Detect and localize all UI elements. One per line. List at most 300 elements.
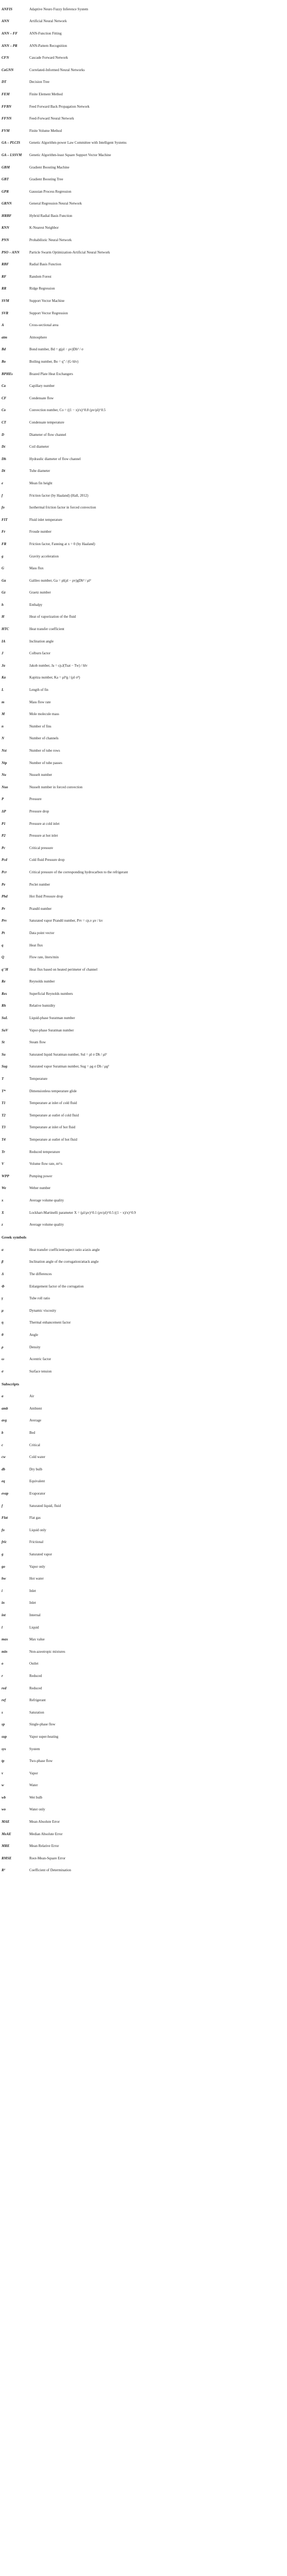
description: Probabilistic Neural Network: [29, 238, 72, 243]
symbol: in: [2, 1601, 5, 1605]
nomenclature-row: [0, 854, 287, 867]
description: Gaussian Process Regression: [29, 189, 71, 194]
description: Vapor-phase Suratman number: [29, 1028, 74, 1032]
nomenclature-row: [0, 149, 287, 161]
nomenclature-row: [0, 1743, 287, 1755]
symbol: MAE: [2, 1820, 10, 1824]
nomenclature-row: [0, 538, 287, 550]
nomenclature-row: [0, 416, 287, 429]
nomenclature-row: [0, 647, 287, 659]
nomenclature-row: [0, 1548, 287, 1561]
symbol: Bd: [2, 347, 6, 352]
nomenclature-row: [0, 246, 287, 259]
nomenclature-row: [0, 1268, 287, 1280]
nomenclature-row: [0, 1427, 287, 1439]
nomenclature-row: [0, 1061, 287, 1073]
description: Volume flow rate, m³/s: [29, 1162, 63, 1166]
symbol: A: [2, 323, 4, 328]
description: Critical: [29, 1443, 40, 1447]
symbol: H: [2, 615, 5, 619]
description: ANN-Function Fitting: [29, 31, 62, 36]
symbol: q: [2, 943, 4, 947]
nomenclature-row: [0, 1244, 287, 1256]
description: Friction factor, Fanning at x = 0 (by Haaland): [29, 541, 95, 546]
description: ANN-Pattern Recognition: [29, 43, 67, 48]
nomenclature-row: [0, 465, 287, 478]
nomenclature-row: [0, 733, 287, 745]
description: Genetic Algorithm-power Law Committee with Intelligent Systems: [29, 141, 127, 145]
symbol: red: [2, 1686, 7, 1690]
symbol: P1: [2, 821, 6, 826]
description: Lockhart-Martinelli parameter X = (μl/μv)^0.1 (ρv/ρl)^0.5 ((1 − x)/x)^0.9: [29, 1210, 136, 1215]
description: Feed-Forward Neural Network: [29, 116, 74, 121]
nomenclature-row: [0, 355, 287, 368]
nomenclature-row: [0, 1561, 287, 1573]
description: Inlet: [29, 1601, 36, 1605]
description: Two-phase flow: [29, 1759, 53, 1764]
nomenclature-row: [0, 1048, 287, 1061]
nomenclature-row: [0, 1572, 287, 1585]
description: Bond number, Bd = g(ρl − ρv)Dh² / σ: [29, 347, 84, 352]
subscripts-list: [0, 1391, 287, 1877]
symbol: CF: [2, 396, 7, 400]
nomenclature-row: [0, 283, 287, 295]
nomenclature-row: [0, 550, 287, 563]
nomenclature-row: [0, 258, 287, 270]
nomenclature-row: [0, 210, 287, 222]
description: Particle Swarm Optimization-Artificial Neural Network: [29, 250, 110, 255]
nomenclature-row: [0, 514, 287, 526]
description: Heat flux: [29, 943, 43, 947]
symbol: SVM: [2, 299, 9, 303]
description: Reduced: [29, 1673, 42, 1678]
nomenclature-row: [0, 878, 287, 891]
description: Steam flow: [29, 1040, 46, 1045]
symbol: T: [2, 1077, 4, 1081]
nomenclature-row: [0, 976, 287, 988]
description: Random Forest: [29, 274, 51, 279]
description: Reduced: [29, 1686, 42, 1690]
symbol: CT: [2, 420, 6, 425]
nomenclature-row: [0, 684, 287, 696]
description: Surface tension: [29, 1369, 52, 1374]
nomenclature-list: [0, 3, 287, 1231]
nomenclature-row: [0, 1365, 287, 1378]
description: Mean Absolute Error: [29, 1820, 60, 1824]
nomenclature-row: [0, 951, 287, 963]
symbol: IA: [2, 639, 6, 643]
description: Cascade Forward Network: [29, 56, 68, 60]
symbol: Pcd: [2, 858, 7, 862]
nomenclature-row: [0, 88, 287, 100]
description: Superficial Reynolds numbers: [29, 991, 73, 996]
description: Saturated liquid Suratman number, Sul = ρl σ Dh / μl²: [29, 1052, 107, 1057]
description: Weber number: [29, 1186, 51, 1191]
nomenclature-row: [0, 161, 287, 174]
nomenclature-row: [0, 344, 287, 356]
description: Tube roll ratio: [29, 1296, 50, 1301]
symbol: ρ: [2, 1345, 4, 1349]
nomenclature-row: [0, 1852, 287, 1865]
description: Max value: [29, 1637, 45, 1642]
description: Pressure at cold inlet: [29, 821, 60, 826]
symbol: RF: [2, 274, 7, 279]
nomenclature-row: [0, 27, 287, 40]
symbol: GA – LSSVM: [2, 152, 22, 157]
description: Pumping power: [29, 1174, 52, 1178]
symbol: evap: [2, 1492, 9, 1496]
symbol: MRE: [2, 1844, 10, 1849]
nomenclature-row: [0, 903, 287, 915]
nomenclature-row: [0, 1524, 287, 1536]
symbol: Tr: [2, 1149, 5, 1154]
nomenclature-row: [0, 1682, 287, 1694]
description: Vapor super-heating: [29, 1734, 59, 1739]
description: Dry bulb: [29, 1467, 43, 1471]
symbol: amb: [2, 1406, 8, 1411]
description: Cold fluid Pressure drop: [29, 858, 65, 862]
nomenclature-row: [0, 1536, 287, 1549]
description: General Regression Neural Network: [29, 201, 82, 206]
symbol: f: [2, 493, 3, 498]
nomenclature-row: [0, 440, 287, 453]
description: Prandtl number: [29, 906, 52, 911]
nomenclature-row: [0, 1633, 287, 1646]
nomenclature-row: [0, 270, 287, 283]
symbol: eq: [2, 1479, 5, 1484]
nomenclature-row: [0, 1122, 287, 1134]
symbol: Ga: [2, 578, 6, 583]
nomenclature-row: [0, 1755, 287, 1767]
nomenclature-row: [0, 1476, 287, 1488]
nomenclature-row: [0, 404, 287, 417]
nomenclature-row: [0, 1000, 287, 1012]
symbol: σ: [2, 1369, 4, 1374]
symbol: D: [2, 432, 5, 437]
nomenclature-row: [0, 1097, 287, 1109]
description: Flow rate, liters/min: [29, 955, 59, 960]
symbol: GBM: [2, 165, 10, 170]
nomenclature-row: [0, 1036, 287, 1048]
nomenclature-row: [0, 1597, 287, 1609]
symbol: z: [2, 1223, 3, 1227]
nomenclature-row: [0, 757, 287, 769]
nomenclature-row: [0, 659, 287, 672]
nomenclature-row: [0, 1706, 287, 1719]
nomenclature-row: [0, 829, 287, 842]
symbol: q''H: [2, 967, 8, 972]
nomenclature-row: [0, 1451, 287, 1463]
description: Finite Element Method: [29, 92, 63, 96]
description: Average volume quality: [29, 1223, 64, 1227]
symbol: b: [2, 1431, 4, 1435]
nomenclature-row: [0, 1329, 287, 1341]
nomenclature-row: [0, 769, 287, 781]
nomenclature-row: [0, 1865, 287, 1877]
symbol: FIT: [2, 517, 8, 522]
description: Hydraulic diameter of flow channel: [29, 456, 81, 461]
description: Boiling number, Bo = q'' / (G·hlv): [29, 360, 79, 364]
nomenclature-row: [0, 1085, 287, 1097]
description: Mean Relative Error: [29, 1844, 59, 1849]
description: Galileo number, Ga = ρl(ρl − ρv)gDh³ / μl²: [29, 578, 91, 583]
symbol: v: [2, 1771, 4, 1775]
nomenclature-row: [0, 1292, 287, 1304]
symbol: γ: [2, 1296, 3, 1301]
nomenclature-row: [0, 1353, 287, 1365]
symbol: e: [2, 481, 4, 485]
nomenclature-row: [0, 927, 287, 939]
description: Number of tube rows: [29, 749, 60, 753]
nomenclature-row: [0, 64, 287, 76]
nomenclature-row: [0, 818, 287, 830]
nomenclature-row: [0, 1731, 287, 1743]
nomenclature-row: [0, 963, 287, 976]
section-title: Subscripts: [2, 1381, 20, 1386]
description: Outlet: [29, 1662, 39, 1666]
symbol: db: [2, 1467, 5, 1471]
symbol: PNN: [2, 238, 9, 243]
description: Support Vector Regression: [29, 311, 68, 315]
nomenclature-row: [0, 1012, 287, 1024]
nomenclature-row: [0, 1194, 287, 1207]
description: Vapor only: [29, 1564, 45, 1569]
symbol: V: [2, 1162, 4, 1166]
symbol: a: [2, 1394, 4, 1399]
description: Flat gas: [29, 1516, 41, 1520]
nomenclature-row: [0, 623, 287, 635]
description: Atmosphere: [29, 335, 47, 340]
nomenclature-row: [0, 1304, 287, 1317]
nomenclature-row: [0, 185, 287, 198]
symbol: Ja: [2, 663, 5, 668]
nomenclature-row: [0, 295, 287, 307]
symbol: s: [2, 1710, 3, 1715]
nomenclature-row: [0, 574, 287, 587]
description: Thermal enhancement factor: [29, 1320, 71, 1325]
symbol: o: [2, 1662, 4, 1666]
symbol: ANN – PR: [2, 43, 17, 48]
symbol: T3: [2, 1125, 6, 1130]
symbol: Nu: [2, 773, 6, 777]
symbol: MeAE: [2, 1832, 11, 1836]
nomenclature-row: [0, 1207, 287, 1219]
symbol: min: [2, 1649, 8, 1654]
description: Temperature at outlet of hot fluid: [29, 1138, 78, 1142]
nomenclature-row: [0, 1317, 287, 1329]
symbol: Pr: [2, 906, 5, 911]
nomenclature-row: [0, 125, 287, 137]
nomenclature-row: [0, 1646, 287, 1658]
symbol: Ntp: [2, 760, 7, 765]
symbol: h: [2, 602, 4, 607]
description: Dimensionless temperature glide: [29, 1089, 77, 1093]
symbol: r: [2, 1673, 3, 1678]
nomenclature-row: [0, 599, 287, 611]
description: Finite Volume Method: [29, 128, 62, 133]
symbol: X: [2, 1210, 4, 1215]
nomenclature-row: [0, 1073, 287, 1085]
description: Feed Forward Back Propagation Network: [29, 104, 90, 109]
symbol: Co: [2, 408, 6, 413]
symbol: wo: [2, 1807, 6, 1812]
description: Jakob number, Ja = cp,l(Tsat − Tw) / hlv: [29, 663, 88, 668]
symbol: μ: [2, 1308, 4, 1313]
symbol: GA – PLCIS: [2, 141, 21, 145]
nomenclature-row: [0, 173, 287, 185]
symbol: n: [2, 724, 4, 728]
nomenclature-row: [0, 1804, 287, 1816]
symbol: WPP: [2, 1174, 9, 1178]
symbol: Dt: [2, 469, 5, 473]
symbol: Q: [2, 955, 5, 960]
nomenclature-row: [0, 708, 287, 720]
description: Equivalent: [29, 1479, 45, 1484]
description: Pressure at hot inlet: [29, 834, 58, 838]
nomenclature-row: [0, 1415, 287, 1427]
description: Adaptive Neuro Fuzzy Inference System: [29, 7, 88, 11]
symbol: ANN: [2, 19, 9, 24]
nomenclature-row: [0, 939, 287, 952]
symbol: fric: [2, 1540, 7, 1545]
nomenclature-row: [0, 1256, 287, 1268]
symbol: FVM: [2, 128, 10, 133]
symbol: hw: [2, 1577, 6, 1581]
description: Refrigerant: [29, 1698, 46, 1703]
nomenclature-row: [0, 720, 287, 733]
description: Pressure drop: [29, 809, 49, 814]
description: Capillary number: [29, 384, 55, 388]
symbol: sp: [2, 1722, 5, 1727]
description: Gradient Boosting Machine: [29, 165, 69, 170]
description: Mass flux: [29, 566, 44, 571]
symbol: SVR: [2, 311, 9, 315]
description: Liquid: [29, 1625, 39, 1630]
description: Hot water: [29, 1577, 44, 1581]
nomenclature-row: [0, 1463, 287, 1476]
nomenclature-row: [0, 1585, 287, 1597]
nomenclature-row: [0, 842, 287, 854]
greek-heading: [0, 1231, 287, 1244]
symbol: Nst: [2, 749, 7, 753]
description: Mean fin height: [29, 481, 52, 485]
description: Radial Basis Function: [29, 262, 61, 267]
nomenclature-row: [0, 368, 287, 380]
nomenclature-row: [0, 307, 287, 319]
description: Enlargement factor of the corrugation: [29, 1284, 84, 1289]
nomenclature-row: [0, 1828, 287, 1840]
description: Mass flow rate: [29, 700, 51, 704]
symbol: N: [2, 736, 5, 741]
description: Non-azeotropic mixtures: [29, 1649, 65, 1654]
nomenclature-row: [0, 781, 287, 793]
symbol: go: [2, 1564, 5, 1569]
symbol: ref: [2, 1698, 6, 1703]
symbol: η: [2, 1320, 4, 1325]
description: Saturated vapor Suratman number, Sug = ρg σ Dh / μg²: [29, 1064, 110, 1069]
symbol: Bo: [2, 360, 6, 364]
nomenclature-row: [0, 890, 287, 903]
description: The differences: [29, 1272, 52, 1276]
description: Nusselt number in forced convection: [29, 785, 83, 789]
subscripts-heading: [0, 1378, 287, 1391]
symbol: J: [2, 651, 4, 656]
symbol: f: [2, 1503, 3, 1508]
nomenclature-row: [0, 40, 287, 52]
symbol: int: [2, 1613, 6, 1617]
nomenclature-row: [0, 429, 287, 441]
nomenclature-row: [0, 562, 287, 574]
symbol: P: [2, 797, 4, 802]
symbol: P2: [2, 834, 6, 838]
symbol: FR: [2, 541, 7, 546]
description: Density: [29, 1345, 41, 1349]
description: Cold water: [29, 1455, 45, 1460]
description: Saturated vapor: [29, 1552, 52, 1557]
symbol: Res: [2, 991, 7, 996]
nomenclature-row: [0, 1694, 287, 1706]
symbol: m: [2, 700, 5, 704]
symbol: Gz: [2, 590, 6, 595]
description: Evaporator: [29, 1492, 46, 1496]
symbol: T4: [2, 1138, 6, 1142]
description: Peclet number: [29, 882, 50, 887]
nomenclature-row: [0, 1500, 287, 1512]
symbol: Ka: [2, 675, 6, 680]
description: Saturated liquid, fluid: [29, 1503, 61, 1508]
nomenclature-row: [0, 137, 287, 149]
description: Saturated vapor Prandtl number, Prv = cp,v μv / kv: [29, 919, 103, 923]
nomenclature-row: [0, 1840, 287, 1852]
description: Heat flux based on heated perimeter of channel: [29, 967, 98, 972]
symbol: sys: [2, 1747, 6, 1751]
nomenclature-row: [0, 1780, 287, 1792]
nomenclature-row: [0, 1391, 287, 1403]
nomenclature-row: [0, 112, 287, 125]
nomenclature-row: [0, 526, 287, 538]
symbol: KNN: [2, 226, 9, 230]
nomenclature-row: [0, 1218, 287, 1231]
symbol: x: [2, 1198, 4, 1202]
description: Reynolds number: [29, 979, 55, 984]
nomenclature-row: [0, 222, 287, 234]
description: Graetz number: [29, 590, 51, 595]
nomenclature-row: [0, 3, 287, 15]
symbol: i: [2, 1588, 3, 1593]
description: Frictional: [29, 1540, 44, 1545]
symbol: HTC: [2, 627, 9, 632]
description: Water: [29, 1783, 38, 1788]
description: Pressure: [29, 797, 42, 802]
description: Relative humidity: [29, 1004, 56, 1008]
description: Critical pressure of the corresponding hydrocarbon to the refrigerant: [29, 870, 128, 874]
symbol: BPHEs: [2, 371, 13, 376]
description: Condensate flow: [29, 396, 54, 400]
symbol: c: [2, 1443, 4, 1447]
description: Water only: [29, 1807, 45, 1812]
description: Hot fluid Pressure drop: [29, 894, 63, 899]
nomenclature-row: [0, 696, 287, 708]
symbol: θ: [2, 1332, 4, 1337]
nomenclature-row: [0, 866, 287, 878]
description: System: [29, 1747, 40, 1751]
description: Number of fins: [29, 724, 51, 728]
nomenclature-row: [0, 988, 287, 1000]
description: Inlet: [29, 1588, 36, 1593]
nomenclature-row: [0, 672, 287, 684]
nomenclature-row: [0, 100, 287, 113]
description: Internal: [29, 1613, 41, 1617]
